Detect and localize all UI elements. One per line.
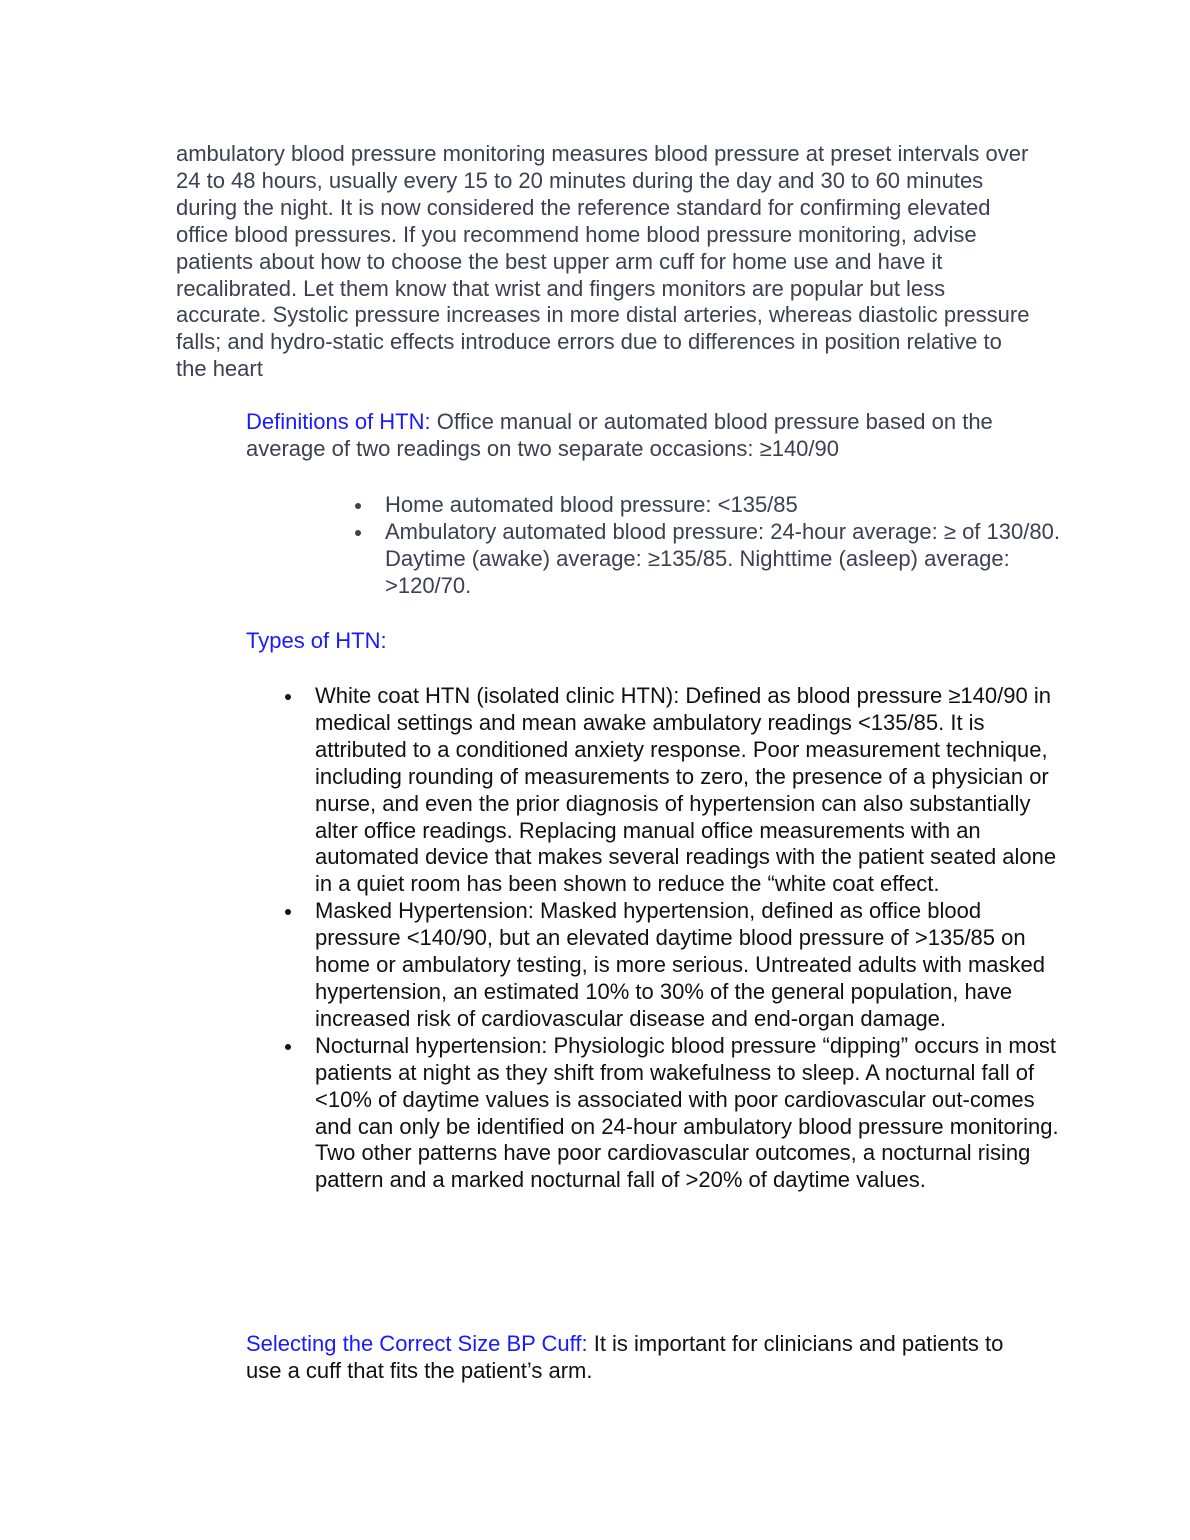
bullet-icon — [355, 530, 361, 536]
intro-paragraph: ambulatory blood pressure monitoring measures blood pressure at preset intervals over 24 to 48 hours, usually every 15 to 20 minutes during the day and 30 to 60 minutes during the night. It is now considered the reference standard for confirming elevated office blood pressures. If you recommend home blood pressure monitoring, advise patients about how to choose the best upper arm cuff for home use and have it recalibrated. Let them know that wrist and fingers monitors are popular but less accurate. Systolic pressure increases in more distal arteries, whereas diastolic pressure falls; and hydro-static effects introduce errors due to differences in position relative to the heart — [176, 141, 1030, 382]
definitions-heading: Definitions of HTN: — [246, 409, 431, 434]
types-item-nocturnal: Nocturnal hypertension: Physiologic blood pressure “dipping” occurs in most patients at night as they shift from wakefulness to sleep. A nocturnal fall of <10% of daytime values is associated with poor cardiovascular out-comes and can only be identified on 24-hour ambulatory blood pressure monitoring. Two other patterns have poor cardiovascular outcomes, a nocturnal rising pattern and a marked nocturnal fall of >20% of daytime values. — [315, 1032, 1059, 1193]
bullet-icon — [355, 503, 361, 509]
list-item — [385, 519, 1065, 600]
types-heading: Types of HTN: — [246, 628, 387, 653]
definitions-text: Office manual or automated blood pressure based on the average of two readings on two separate occasions: ≥140/90 — [246, 409, 993, 461]
definitions-item-home: Home automated blood pressure: <135/85 — [385, 492, 798, 517]
bullet-icon — [285, 909, 291, 915]
cuff-text: It is important for clinicians and patients to use a cuff that fits the patient’s arm. — [246, 1331, 1004, 1383]
definitions-paragraph — [246, 409, 1036, 463]
bullet-icon — [285, 694, 291, 700]
definitions-list — [346, 492, 1065, 600]
types-item-white-coat: White coat HTN (isolated clinic HTN): Defined as blood pressure ≥140/90 in medical settings and mean awake ambulatory readings <135/85. It is attributed to a conditioned anxiety response. Poor measurement technique, including rounding of measurements to zero, the presence of a physician or nurse, and even the prior diagnosis of hypertension can also substantially alter office readings. Replacing manual office measurements with an automated device that makes several readings with the patient seated alone in a quiet room has been shown to reduce the “white coat effect. — [315, 683, 1057, 897]
cuff-paragraph — [246, 1331, 1036, 1385]
list-item — [385, 492, 1065, 519]
types-paragraph — [246, 628, 1036, 655]
types-list — [276, 683, 1065, 1194]
list-item — [315, 1033, 1065, 1194]
types-item-masked: Masked Hypertension: Masked hypertension, defined as office blood pressure <140/90, but an elevated daytime blood pressure of >135/85 on home or ambulatory testing, is more serious. Untreated adults with masked hypertension, an estimated 10% to 30% of the general population, have increased risk of cardiovascular disease and end-organ damage. — [315, 898, 1045, 1031]
cuff-heading: Selecting the Correct Size BP Cuff: — [246, 1331, 588, 1356]
definitions-item-ambulatory: Ambulatory automated blood pressure: 24-hour average: ≥ of 130/80. Daytime (awake) average: ≥135/85. Nighttime (asleep) average: >120/70. — [385, 518, 1060, 598]
list-item — [315, 683, 1065, 898]
bullet-icon — [285, 1044, 291, 1050]
list-item — [315, 898, 1065, 1033]
